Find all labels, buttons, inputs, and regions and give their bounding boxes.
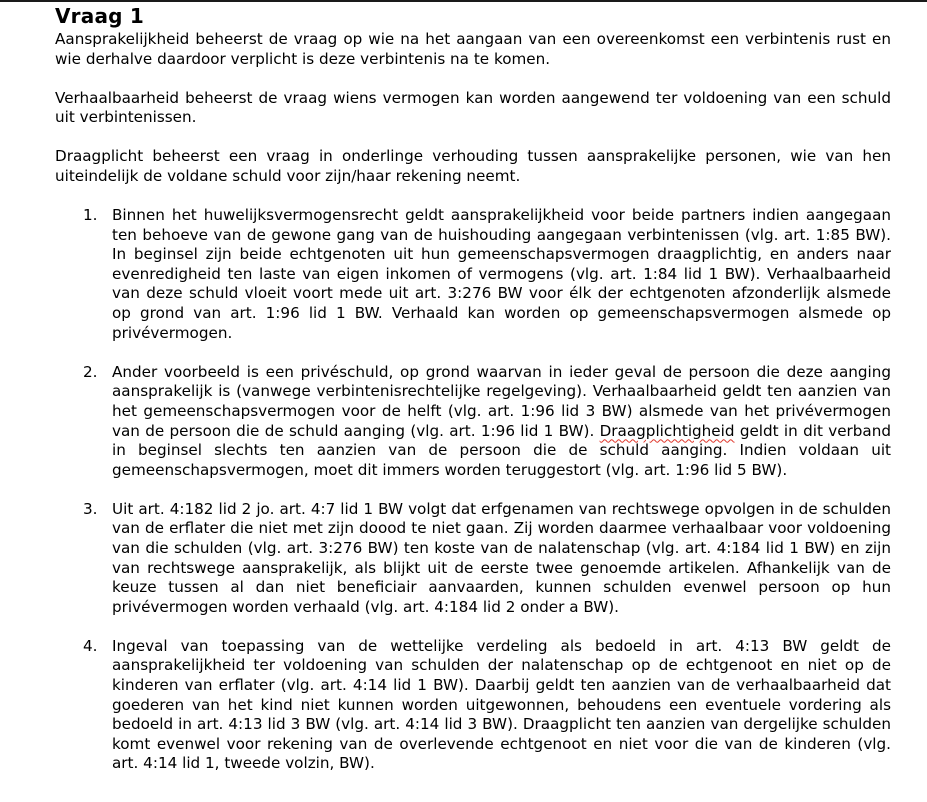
list-item-number: 1. bbox=[83, 206, 98, 225]
list-item bbox=[55, 500, 891, 618]
intro-paragraph-aansprakelijkheid: Aansprakelijkheid beheerst de vraag op wie na het aangaan van een overeenkomst een verbintenis rust en wie derhalve daardoor verplicht is deze verbintenis na te komen. bbox=[55, 30, 891, 68]
document-page bbox=[55, 4, 891, 794]
list-item bbox=[55, 637, 891, 774]
intro-paragraph-draagplicht: Draagplicht beheerst een vraag in onderlinge verhouding tussen aansprakelijke personen, wie van hen uiteindelijk de voldane schuld voor zijn/haar rekening neemt. bbox=[55, 147, 891, 185]
intro-paragraph-verhaalbaarheid: Verhaalbaarheid beheerst de vraag wiens vermogen kan worden aangewend ter voldoening van een schuld uit verbintenissen. bbox=[55, 88, 891, 127]
list-item bbox=[55, 206, 891, 343]
list-item-text bbox=[112, 363, 891, 481]
list-item-text: Ingeval van toepassing van de wettelijke verdeling als bedoeld in art. 4:13 BW geldt de aansprakelijkheid ter voldoening van schulden der nalatenschap op de echtgenoot en niet op de kinderen van erflater (vlg. art. 4:14 lid 1 BW). Daarbij geldt ten aanzien van de verhaalbaarheid dat goederen van het kind niet kunnen worden uitgewonnen, behoudens een eventuele vordering als bedoeld in art. 4:13 lid 3 BW (vlg. art. 4:14 lid 3 BW). Draagplicht ten aanzien van dergelijke schulden komt evenwel voor rekening van de overlevende echtgenoot en niet voor die van de kinderen (vlg. art. 4:14 lid 1, tweede volzin, BW). bbox=[112, 636, 891, 773]
list-item-number: 4. bbox=[83, 636, 98, 655]
text-segment: Ander voorbeeld is een privéschuld, op grond waarvan in ieder geval de persoon die deze aanging aansprakelijk is (vanwege verbintenisrechtelijke regelgeving). Verhaalbaarheid geldt ten aanzien van het gemeenschapsvermogen voor de helft (vlg. art. 1:96 lid 3 BW) alsmede van het privévermogen van de persoon die de schuld aanging (vlg. art. 1:96 lid 1 BW). bbox=[112, 362, 891, 440]
list-item-number: 3. bbox=[83, 499, 98, 518]
list-item bbox=[55, 363, 891, 481]
page-top-border bbox=[0, 0, 927, 2]
text-segment: geldt in dit verband in beginsel slechts ten aanzien van de persoon die de schuld aanging. Indien voldaan uit gemeenschapsvermogen, moet dit immers worden teruggestort (vlg. art. 1:96 lid 5 BW). bbox=[112, 421, 891, 479]
list-item-number: 2. bbox=[83, 362, 98, 381]
numbered-list bbox=[55, 206, 891, 774]
question-heading: Vraag 1 bbox=[55, 4, 144, 28]
list-item-text: Binnen het huwelijksvermogensrecht geldt aansprakelijkheid voor beide partners indien aangegaan ten behoeve van de gewone gang van de huishouding aangegaan verbintenissen (vlg. art. 1:85 BW). In beginsel zijn beide echtgenoten uit hun gemeenschapsvermogen draagplichtig, en anders naar evenredigheid ten laste van eigen inkomen of vermogens (vlg. art. 1:84 lid 1 BW). Verhaalbaarheid van deze schuld vloeit voort mede uit art. 3:276 BW voor élk der echtgenoten afzonderlijk alsmede op grond van art. 1:96 lid 1 BW. Verhaald kan worden op gemeenschapsvermogen alsmede op privévermogen. bbox=[112, 206, 891, 342]
list-item-text: Uit art. 4:182 lid 2 jo. art. 4:7 lid 1 BW volgt dat erfgenamen van rechtswege opvolgen in de schulden van de erflater die niet met zijn doood te niet gaan. Zij worden daarmee verhaalbaar voor voldoening van die schulden (vlg. art. 3:276 BW) ten koste van de nalatenschap (vlg. art. 4:184 lid 1 BW) en zijn van rechtswege aansprakelijk, als blijkt uit de eerste twee genoemde artikelen. Afhankelijk van de keuze tussen al dan niet beneficiair aanvaarden, kunnen schulden evenwel persoon op hun privévermogen worden verhaald (vlg. art. 4:184 lid 2 onder a BW). bbox=[112, 499, 891, 616]
spellcheck-flagged-word[interactable]: Draagplichtigheid bbox=[599, 421, 735, 440]
